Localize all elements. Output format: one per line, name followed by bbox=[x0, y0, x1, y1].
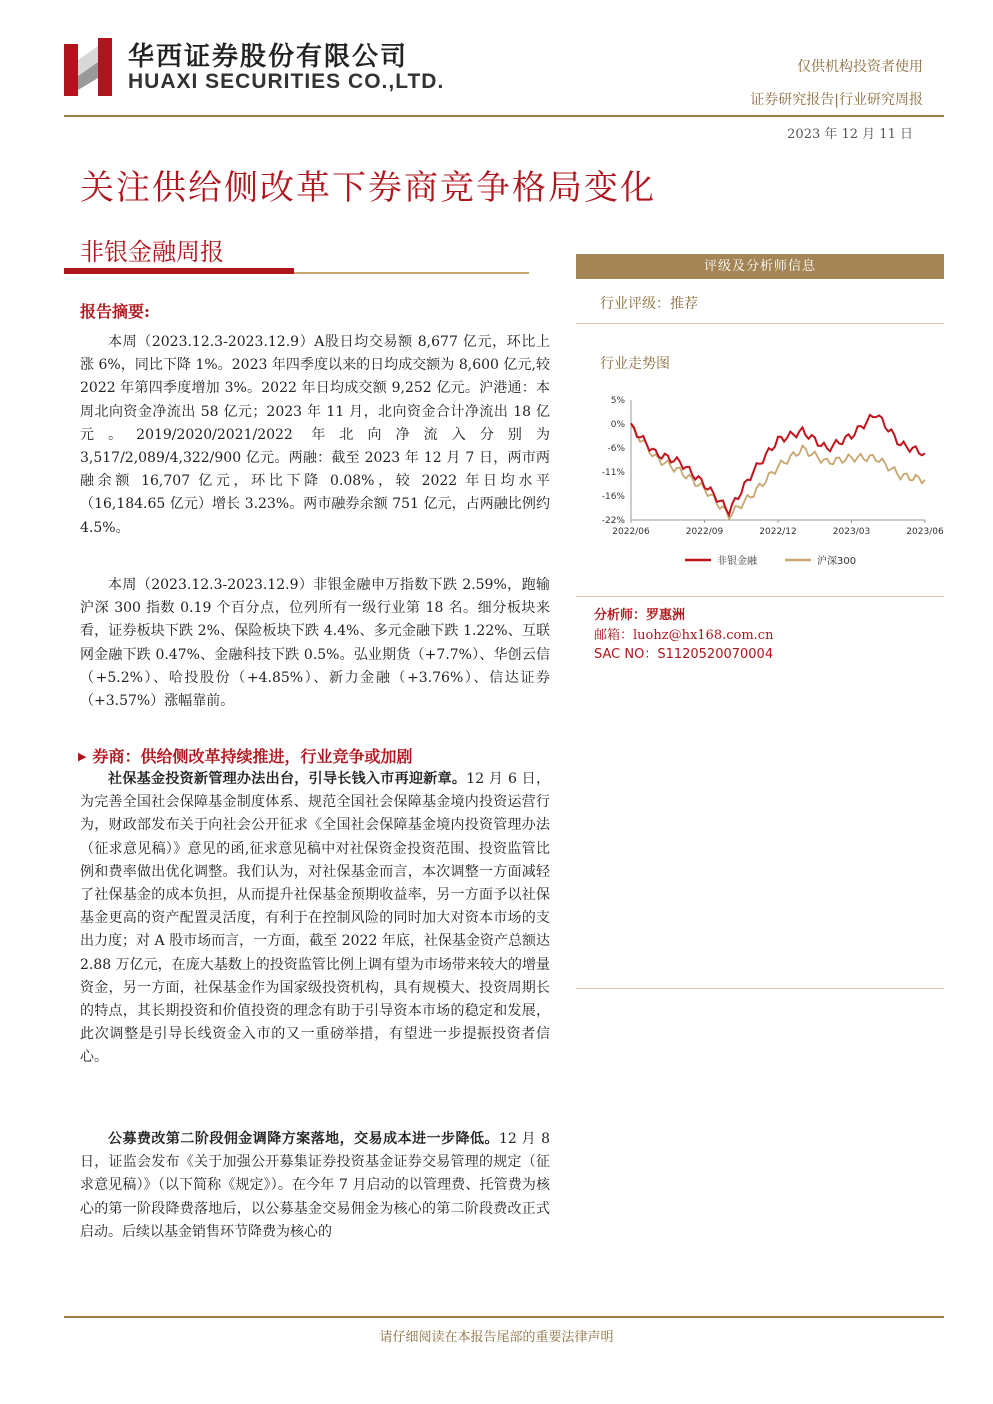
analyst-name: 分析师：罗惠洲 bbox=[594, 608, 686, 623]
paragraph-1-lead: 社保基金投资新管理办法出台，引导长钱入市再迎新章。 bbox=[108, 771, 467, 787]
y-tick-label: -11% bbox=[601, 468, 625, 478]
chart-legend bbox=[685, 554, 856, 567]
section-heading-text: 券商：供给侧改革持续推进，行业竞争或加剧 bbox=[92, 747, 413, 766]
x-tick-label: 2022/06 bbox=[612, 527, 650, 537]
series-line-hs300 bbox=[631, 427, 925, 519]
report-category: 证券研究报告|行业研究周报 bbox=[750, 92, 923, 108]
summary-paragraph-1 bbox=[80, 331, 550, 540]
analyst-sac-number: SAC NO：S1120520070004 bbox=[594, 647, 774, 662]
report-title: 关注供给侧改革下券商竞争格局变化 bbox=[80, 168, 656, 208]
analyst-divider bbox=[576, 596, 944, 597]
summary-paragraph-2 bbox=[80, 574, 550, 713]
y-tick-label: 5% bbox=[610, 396, 625, 406]
footer-divider bbox=[64, 1316, 944, 1318]
y-tick-label: -6% bbox=[607, 444, 625, 454]
summary-p2-text: 本周（2023.12.3-2023.12.9）非银金融申万指数下跌 2.59%，跑输沪深 300 指数 0.19 个百分点，位列所有一级行业第 18 名。细分板块来看，证券板块下跌 2%、保险板块下跌 4.4%、多元金融下跌 1.22%、互联网金融下跌 0.47%、金融科技下跌 0.5%。弘业期货（+7.7%）、华创云信（+5.2%）、哈投股份（+4.85%）、新力金融（+3.76%）、信达证券（+3.57%）涨幅靠前。 bbox=[80, 577, 550, 710]
y-tick-label: 0% bbox=[610, 420, 625, 430]
industry-trend-chart bbox=[595, 390, 944, 575]
legal-notice: 请仔细阅读在本报告尾部的重要法律声明 bbox=[379, 1330, 614, 1345]
summary-heading: 报告摘要: bbox=[80, 302, 150, 321]
paragraph-1-body: 12 月 6 日，为完善全国社会保障基金制度体系、规范全国社会保障基金境内投资运营行为，财政部发布关于向社会公开征求《全国社会保障基金境内投资管理办法（征求意见稿）》意见的函,征求意见稿中对社保资金投资范围、投资监管比例和费率做出优化调整。我们认为，对社保基金而言，本次调整一方面减轻了社保基金的成本负担，从而提升社保基金预期收益率，另一方面予以社保基金更高的资产配置灵活度，有利于在控制风险的同时加大对资本市场的支出力度；对 A 股市场而言，一方面，截至 2022 年底，社保基金资产总额达 2.88 万亿元，在庞大基数上的投资监管比例上调有望为市场带来较大的增量资金，另一方面，社保基金作为国家级投资机构，具有规模大、投资周期长的特点，其长期投资和价值投资的理念有助于引导资本市场的稳定和发展，此次调整是引导长线资金入市的又一重磅举措，有望进一步提振投资者信心。 bbox=[80, 771, 551, 1066]
audience-note: 仅供机构投资者使用 bbox=[797, 59, 923, 75]
triangle-bullet-icon: ▶ bbox=[78, 750, 87, 763]
company-name-en: HUAXI SECURITIES CO.,LTD. bbox=[128, 70, 445, 93]
analyst-email: 邮箱：luohz@hx168.com.cn bbox=[594, 628, 774, 643]
rating-divider bbox=[576, 323, 944, 324]
section-heading bbox=[78, 744, 412, 767]
huaxi-logo-icon bbox=[64, 38, 112, 96]
report-date: 2023 年 12 月 11 日 bbox=[787, 127, 913, 142]
section-paragraph-2 bbox=[80, 1128, 550, 1244]
y-tick-label: -16% bbox=[601, 492, 625, 502]
legend-label: 沪深300 bbox=[817, 556, 857, 567]
paragraph-2-body: 12 月 8 日，证监会发布《关于加强公开募集证券投资基金证券交易管理的规定（征求意见稿）》（以下简称《规定》）。在今年 7 月启动的以管理费、托管费为核心的第一阶段降费落地后，以公募基金交易佣金为核心的第二阶段费改正式启动。后续以基金销售环节降费为核心的 bbox=[80, 1131, 550, 1240]
subtitle-underline-gold bbox=[294, 272, 529, 274]
chart-series bbox=[631, 415, 925, 519]
x-tick-label: 2023/06 bbox=[906, 527, 944, 537]
legend-label: 非银金融 bbox=[717, 556, 757, 567]
x-tick-label: 2023/03 bbox=[832, 527, 871, 537]
report-subtitle: 非银金融周报 bbox=[80, 238, 224, 266]
x-tick-label: 2022/12 bbox=[759, 527, 797, 537]
section-paragraph-1 bbox=[80, 768, 550, 1070]
rating-analyst-bar: 评级及分析师信息 bbox=[576, 254, 944, 279]
y-tick-label: -22% bbox=[601, 516, 625, 526]
x-axis-ticks bbox=[612, 520, 944, 537]
industry-rating: 行业评级：推荐 bbox=[600, 296, 698, 312]
subtitle-underline-red bbox=[64, 268, 294, 274]
summary-p1-text: 本周（2023.12.3-2023.12.9）A股日均交易额 8,677 亿元，环比上涨 6%，同比下降 1%。2023 年四季度以来的日均成交额为 8,600 亿元,较 2022 年第四季度增加 3%。2022 年日均成交额 9,252 亿元。沪港通：本周北向资金净流出 58 亿元；2023 年 11 月，北向资金合计净流出 18 亿元。2019/2020/2021/2022 年北向净流入分别为 3,517/2,089/4,322/900 亿元。两融：截至 2023 年 12 月 7 日，两市两融余额 16,707 亿元，环比下降 0.08%，较 2022 年日均水平（16,184.65 亿元）增长 3.23%。两市融券余额 751 亿元，占两融比例约 4.5%。 bbox=[80, 334, 550, 536]
header-divider bbox=[64, 115, 944, 117]
company-name-cn: 华西证券股份有限公司 bbox=[128, 42, 409, 72]
sidebar-bottom-divider bbox=[576, 988, 944, 989]
series-line-nonbank bbox=[631, 415, 925, 515]
trend-chart-label: 行业走势图 bbox=[600, 356, 670, 372]
paragraph-2-lead: 公募费改第二阶段佣金调降方案落地，交易成本进一步降低。 bbox=[108, 1131, 499, 1147]
x-tick-label: 2022/09 bbox=[685, 527, 724, 537]
